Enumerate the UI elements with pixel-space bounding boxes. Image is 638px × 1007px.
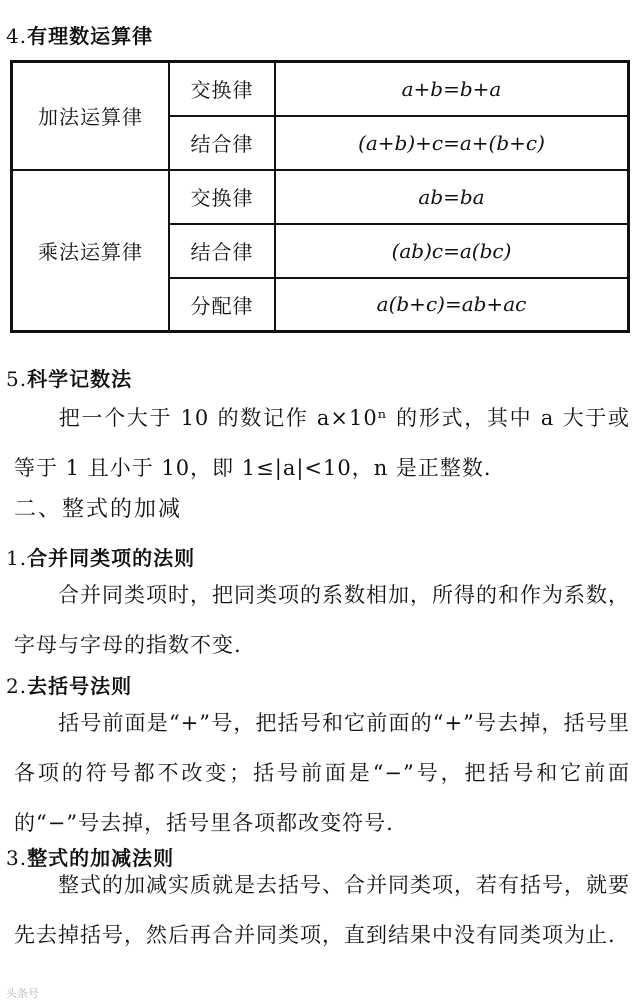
- paragraph-scientific-notation: [14, 393, 630, 493]
- law-name-cell: 结合律: [169, 116, 275, 170]
- heading-number: 1.: [6, 546, 28, 570]
- heading-number: 2.: [6, 674, 28, 698]
- heading-brackets: [6, 670, 132, 699]
- heading-text: 科学记数法: [27, 367, 133, 391]
- paragraph-text: 整式的加减实质就是去括号、合并同类项，若有括号，就要先去掉括号，然后再合并同类项，直到结果中没有同类项为止.: [14, 873, 630, 947]
- formula-cell: (ab)c=a(bc): [275, 224, 629, 278]
- paragraph-text: 合并同类项时，把同类项的系数相加，所得的和作为系数，字母与字母的指数不变.: [14, 583, 630, 657]
- table-row: [12, 170, 629, 224]
- heading-number: 4.: [6, 24, 28, 48]
- paragraph-text: 括号前面是“+”号，把括号和它前面的“+”号去掉，括号里各项的符号都不改变；括号前面是“−”号，把括号和它前面的“−”号去掉，括号里各项都改变符号.: [14, 711, 630, 835]
- table-row: [12, 62, 629, 116]
- paragraph-text: 把一个大于 10 的数记作 a×10ⁿ 的形式，其中 a 大于或等于 1 且小于 10，即 1≤|a|<10，n 是正整数.: [14, 406, 630, 480]
- heading-text: 去括号法则: [27, 674, 133, 698]
- formula-cell: a+b=b+a: [275, 62, 629, 116]
- heading-like-terms: [6, 542, 195, 571]
- section-title: 二、整式的加减: [14, 497, 183, 522]
- heading-text: 合并同类项的法则: [27, 546, 196, 570]
- heading-rational-laws: [6, 20, 153, 49]
- formula-cell: ab=ba: [275, 170, 629, 224]
- operation-laws-table: [10, 60, 630, 333]
- heading-number: 5.: [6, 367, 28, 391]
- paragraph-brackets: [14, 698, 630, 848]
- heading-number: 3.: [6, 846, 28, 870]
- heading-text: 有理数运算律: [27, 24, 154, 48]
- multiplication-category-cell: 乘法运算律: [12, 170, 170, 332]
- addition-category-cell: 加法运算律: [12, 62, 170, 170]
- law-name-cell: 分配律: [169, 278, 275, 332]
- law-name-cell: 交换律: [169, 170, 275, 224]
- paragraph-like-terms: [14, 570, 630, 670]
- heading-text: 整式的加减法则: [27, 846, 175, 870]
- law-name-cell: 交换律: [169, 62, 275, 116]
- heading-scientific-notation: [6, 363, 132, 392]
- formula-cell: a(b+c)=ab+ac: [275, 278, 629, 332]
- formula-cell: (a+b)+c=a+(b+c): [275, 116, 629, 170]
- law-name-cell: 结合律: [169, 224, 275, 278]
- watermark: 头条号: [6, 987, 39, 1000]
- paragraph-add-subtract: [14, 860, 630, 960]
